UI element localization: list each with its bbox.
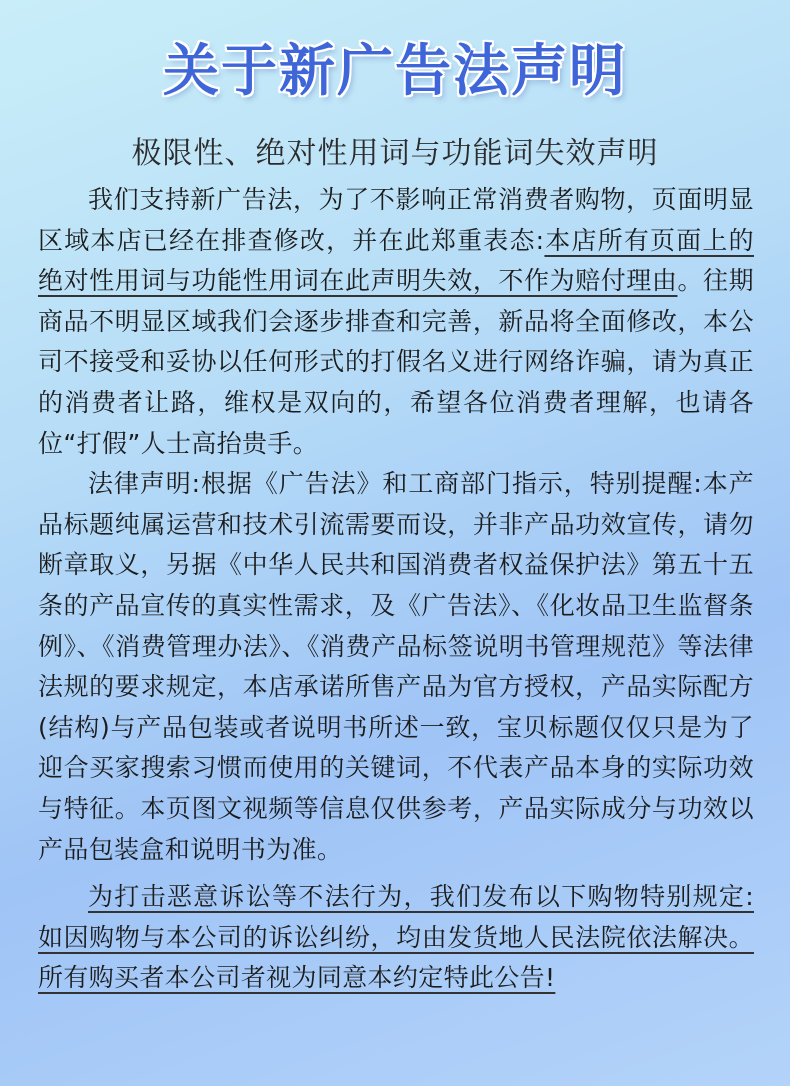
paragraph-1-tail: 。往期商品不明显区域我们会逐步排查和完善，新品将全面修改，本公司不接受和妥协以任何形式的打假名义进行网络诈骗，请为真正的消费者让路，维权是双向的，希望各位消费者理解，也请各位“打假”人士高抬贵手。 — [38, 266, 754, 458]
page-subtitle: 极限性、绝对性用词与功能词失效声明 — [131, 136, 659, 171]
paragraph-legal-statement: 法律声明:根据《广告法》和工商部门指示，特别提醒:本产品标题纯属运营和技术引流需要而设，并非产品功效宣传，请勿断章取义，另据《中华人民共和国消费者权益保护法》第五十五条的产品宣传的真实性需求，及《广告法》、《化妆品卫生监督条例》、《消费管理办法》、《消费产品标签说明书管理规范》等法律法规的要求规定，本店承诺所售产品为官方授权，产品实际配方(结构)与产品包装或者说明书所述一致，宝贝标题仅仅只是为了迎合买家搜索习惯而使用的关键词，不代表产品本身的实际功效与特征。本页图文视频等信息仅供参考，产品实际成分与功效以产品包装盒和说明书为准。 — [38, 469, 754, 864]
paragraph-advertising-law — [38, 180, 754, 464]
paragraph-1-lead: 我们支持新广告法，为了不影响正常消费者购物，页面明显区域本店已经在排查修改，并在此郑重表态: — [38, 185, 754, 255]
page-title: 关于新广告法声明 — [163, 39, 627, 104]
paragraph-3-underlined-text: 为打击恶意诉讼等不法行为，我们发布以下购物特别规定:如因购物与本公司的诉讼纠纷，均由发货地人民法院依法解决。所有购买者本公司者视为同意本约定特此公告! — [38, 882, 754, 993]
paragraph-1-underlined-statement: 本店所有页面上的绝对性用词与功能性用词在此声明失效，不作为赔付理由 — [38, 225, 754, 296]
paragraph-litigation-rule — [38, 877, 754, 999]
statement-body — [38, 180, 754, 999]
